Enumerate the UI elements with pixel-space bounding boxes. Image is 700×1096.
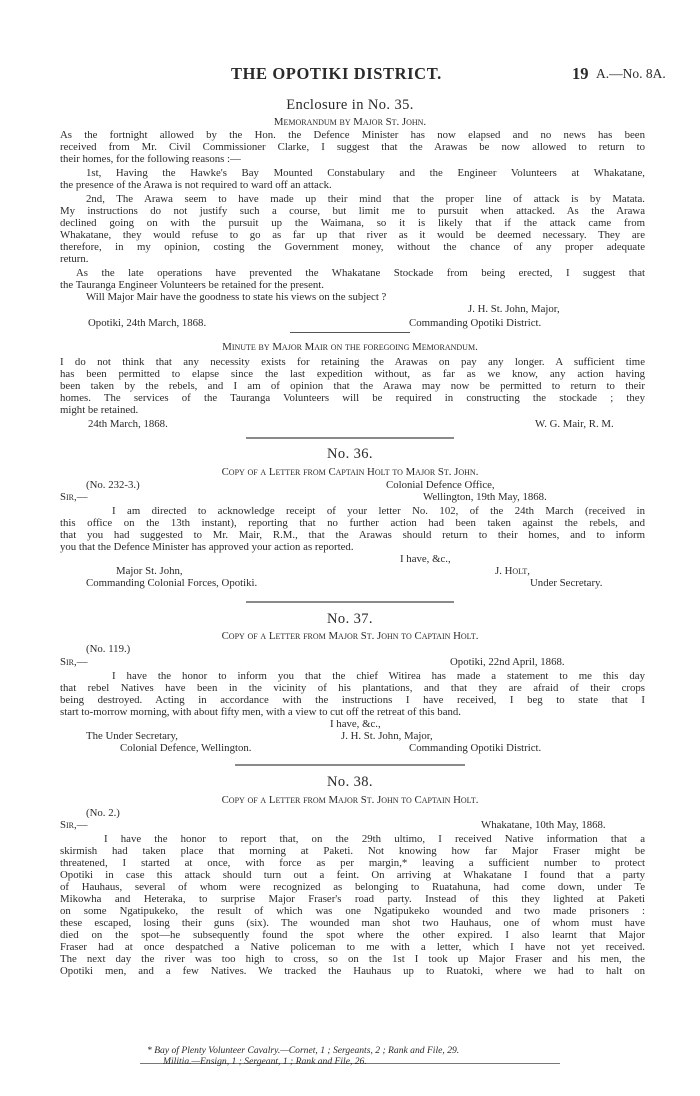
no37-addressee: The Under Secretary, <box>86 730 178 742</box>
minute-signature: W. G. Mair, R. M. <box>535 418 614 430</box>
enclosure-line: Will Major Mair have the goodness to state his views on the subject ? <box>86 291 387 303</box>
no37-closing: I have, &c., <box>330 718 381 730</box>
no36-ref: (No. 232-3.) <box>86 479 140 491</box>
no36-line: this office on the 13th instant), reporting that no further action had been taken against the rebels, and <box>60 517 645 529</box>
separator-rule <box>290 332 410 333</box>
no38-line: on some Ngatipukeko, the result of which was one Ngatipukeko wounded and two made prisoners : <box>60 905 645 917</box>
no36-addressee: Commanding Colonial Forces, Opotiki. <box>86 577 258 589</box>
separator-rule <box>246 437 454 439</box>
no38-line: threatened, I started at once, with force as per margin,* leaving a sufficient number to protect <box>60 857 645 869</box>
enclosure-heading: Enclosure in No. 35. <box>286 97 414 113</box>
no37-line: being destroyed. Acting in accordance with the instructions I have received, I beg to state that I <box>60 694 645 706</box>
enclosure-line: therefore, in my opinion, costing the Government money, without the chance of any proper adequate <box>60 241 645 253</box>
enclosure-signature: J. H. St. John, Major, <box>468 303 560 315</box>
footnote-line: * Bay of Plenty Volunteer Cavalry.—Cornet, 1 ; Sergeants, 2 ; Rank and File, 29. <box>147 1045 460 1056</box>
footnote-line: Militia.—Ensign, 1 ; Sergeant, 1 ; Rank and File, 26. <box>163 1056 367 1067</box>
no38-line: Mikowha and Heteraka, to surprise Major Fraser's road party. Instead of this they lighted at Paketi <box>60 893 645 905</box>
enclosure-line: Whakatane, they would refuse to go as far up that river as it would be deemed necessary. They are <box>60 229 645 241</box>
no36-addressee: Major St. John, <box>116 565 183 577</box>
enclosure-line: return. <box>60 253 89 265</box>
no37-place-date: Opotiki, 22nd April, 1868. <box>450 656 565 668</box>
no37-ref: (No. 119.) <box>86 643 131 655</box>
no37-heading: No. 37. <box>327 611 373 627</box>
no36-signature: J. Holt, <box>495 565 530 577</box>
separator-rule <box>235 764 465 766</box>
no37-subheading: Copy of a Letter from Major St. John to Captain Holt. <box>221 630 479 642</box>
minute-date: 24th March, 1868. <box>88 418 168 430</box>
enclosure-line: 1st, Having the Hawke's Bay Mounted Constabulary and the Engineer Volunteers at Whakatane, <box>86 167 645 179</box>
no37-addressee: Colonial Defence, Wellington. <box>120 742 252 754</box>
no38-line: The next day the river was too high to cross, so on the 1st I took up Major Fraser and his men, the <box>60 953 645 965</box>
no38-line: of Hauhaus, several of whom were recognized as belonging to Ruatahuna, had come down, under Te <box>60 881 645 893</box>
no37-line: start to-morrow morning, with about fifty men, with a view to cut off the retreat of this band. <box>60 706 461 718</box>
no37-signature: J. H. St. John, Major, <box>341 730 433 742</box>
page-number: 19 <box>572 64 589 83</box>
no36-salutation: Sir,— <box>60 491 88 503</box>
no38-line: skirmish had taken place that morning at Paketi. Not knowing how far Major Fraser might be <box>60 845 645 857</box>
enclosure-title: Commanding Opotiki District. <box>409 317 542 329</box>
enclosure-subheading: Memorandum by Major St. John. <box>273 116 427 128</box>
enclosure-line: declined going on with the pursuit up the Waimana, so it is likely that if the attack came from <box>60 217 645 229</box>
no36-line: you that the Defence Minister has approved your action as reported. <box>60 541 354 553</box>
enclosure-place-date: Opotiki, 24th March, 1868. <box>88 317 207 329</box>
enclosure-line: My instructions do not justify such a course, but limit me to pursuit when attacked. As the Arawa <box>60 205 645 217</box>
no38-subheading: Copy of a Letter from Major St. John to Captain Holt. <box>221 794 479 806</box>
minute-line: might be retained. <box>60 404 139 416</box>
no38-line: Opotiki men, and a few Natives. We tracked the Hauhaus up to Ruatoki, where we had to halt on <box>60 965 645 977</box>
no36-office: Colonial Defence Office, <box>386 479 495 491</box>
page-header-title: THE OPOTIKI DISTRICT. <box>231 64 442 83</box>
no38-salutation: Sir,— <box>60 819 88 831</box>
no37-salutation: Sir,— <box>60 656 88 668</box>
minute-line: I do not think that any necessity exists for retaining the Arawas on pay any longer. A sufficient time <box>60 356 645 368</box>
enclosure-line: 2nd, The Arawa seem to have made up their mind that the proper line of attack is by Matata. <box>86 193 645 205</box>
no38-line: died on the spot—he subsequently found the spot where the other expired. I also learnt that Major <box>60 929 645 941</box>
no36-subheading: Copy of a Letter from Captain Holt to Major St. John. <box>221 466 479 478</box>
minute-line: has been permitted to elapse since the last expedition without, as far as we know, any action having <box>60 368 645 380</box>
no38-heading: No. 38. <box>327 774 373 790</box>
no38-place-date: Whakatane, 10th May, 1868. <box>481 819 606 831</box>
no38-line: Opotiki in case this attack should turn out a feint. On arriving at Whakatane I found that a party <box>60 869 645 881</box>
no38-line: Fraser had at once despatched a Native policeman to me with a letter, which I have not yet received. <box>60 941 645 953</box>
no38-line: these escaped, losing their guns (six). The wounded man shot two Hauhaus, one of whom must have <box>60 917 645 929</box>
no36-line: I am directed to acknowledge receipt of your letter No. 102, of the 24th March (received in <box>112 505 645 517</box>
no37-line: I have the honor to inform you that the chief Witirea has made a statement to me this day <box>112 670 645 682</box>
enclosure-line: their homes, for the following reasons :— <box>60 153 241 165</box>
no36-closing: I have, &c., <box>400 553 451 565</box>
no37-line: that rebel Natives have been in the vicinity of his plantations, and that they are afraid of their crops <box>60 682 645 694</box>
enclosure-line: As the fortnight allowed by the Hon. the Defence Minister has now elapsed and no news has been <box>60 129 645 141</box>
document-reference: A.—No. 8A. <box>596 66 666 81</box>
no36-heading: No. 36. <box>327 446 373 462</box>
enclosure-line: the presence of the Arawa is not required to ward off an attack. <box>60 179 332 191</box>
no36-title: Under Secretary. <box>530 577 603 589</box>
no38-ref: (No. 2.) <box>86 807 120 819</box>
enclosure-line: As the late operations have prevented the Whakatane Stockade from being erected, I suggest that <box>76 267 645 279</box>
no38-line: I have the honor to report that, on the 29th ultimo, I received Native information that a <box>104 833 645 845</box>
no36-place-date: Wellington, 19th May, 1868. <box>423 491 547 503</box>
no37-title: Commanding Opotiki District. <box>409 742 542 754</box>
enclosure-line: received from Mr. Civil Commissioner Clarke, I suggest that the Arawas be now allowed to return to <box>60 141 645 153</box>
no36-line: that you had suggested to Mr. Mair, R.M., that the Arawas should return to their homes, and to inform <box>60 529 645 541</box>
minute-line: been taken by the rebels, and I am of opinion that the Arawa may now be permitted to return to their <box>60 380 645 392</box>
minute-line: homes. The services of the Tauranga Volunteers will be required in constructing the stockade ; they <box>60 392 645 404</box>
minute-heading: Minute by Major Mair on the foregoing Memorandum. <box>222 341 478 353</box>
enclosure-line: the Tauranga Engineer Volunteers be retained for the present. <box>60 279 324 291</box>
separator-rule <box>246 601 454 603</box>
